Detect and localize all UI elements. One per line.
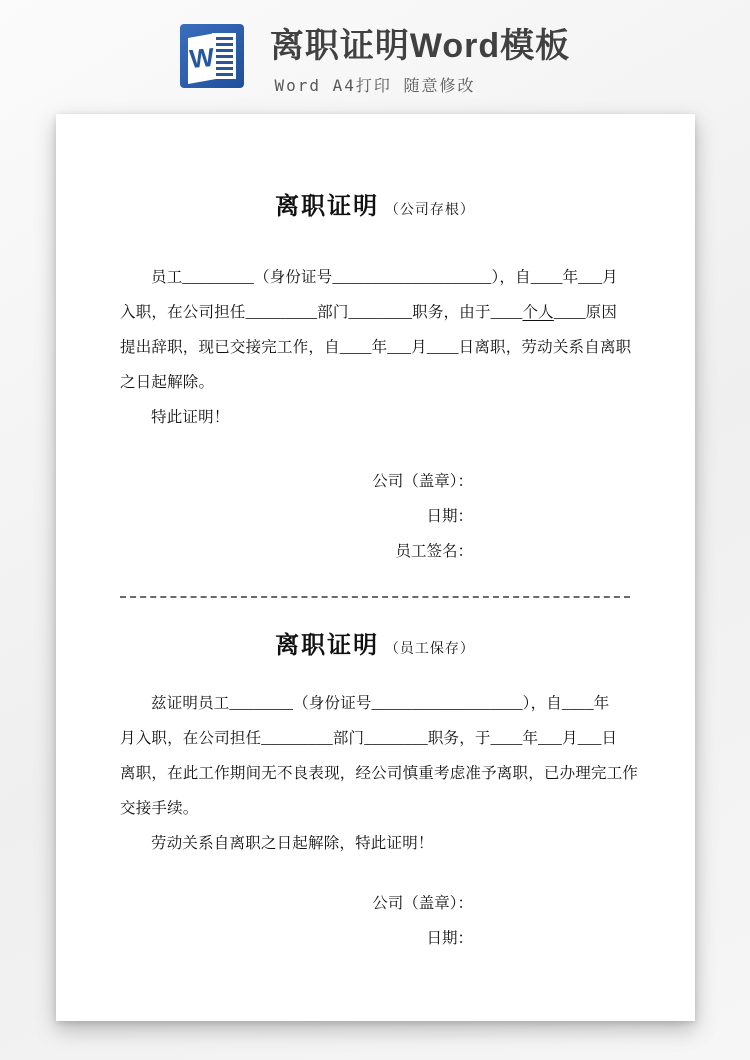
section2-title-text: 离职证明 (275, 633, 380, 659)
doc-line (120, 365, 630, 400)
doc-text: 劳动关系自离职之日起解除，特此证明！ (151, 835, 434, 852)
doc-line (120, 826, 630, 861)
section2-signature-block (120, 886, 630, 956)
doc-text: 员工_________（身份证号____________________），自____年___月 (151, 269, 618, 286)
section1-paragraph (120, 260, 630, 435)
signature-line: 员工签名： (395, 543, 473, 560)
doc-line (120, 330, 630, 365)
doc-line (120, 756, 639, 791)
template-header (0, 0, 750, 110)
section2-paragraph (120, 686, 639, 861)
doc-text: 入职，在公司担任_________部门________职务，由于____ (120, 304, 523, 321)
doc-line (120, 260, 630, 295)
doc-text: 特此证明！ (151, 409, 230, 426)
doc-line (120, 686, 630, 721)
doc-line (120, 721, 630, 756)
signature-line: 公司（盖章）： (372, 473, 473, 490)
doc-line (120, 295, 630, 330)
doc-line (120, 400, 630, 435)
section2-title-note: （员工保存） (384, 642, 475, 657)
section-divider (120, 596, 630, 598)
doc-text: 交接手续。 (120, 800, 199, 817)
template-subtitle: Word A4打印 随意修改 (274, 76, 476, 95)
section1-signature-block (120, 464, 630, 569)
doc-text: 兹证明员工________（身份证号___________________），自____年 (151, 695, 610, 712)
doc-text: 之日起解除。 (120, 374, 215, 391)
doc-text: 离职，在此工作期间无不良表现，经公司慎重考虑准予离职，已办理完工作 (120, 765, 639, 782)
signature-line: 日期： (426, 508, 473, 525)
doc-text: ____原因 (553, 304, 618, 321)
section1-title-text: 离职证明 (275, 194, 380, 220)
document-page (56, 114, 695, 1021)
section2-title (120, 631, 630, 665)
template-title: 离职证明Word模板 (269, 27, 571, 65)
doc-text: 提出辞职，现已交接完工作，自____年___月____日离职，劳动关系自离职 (120, 339, 632, 356)
signature-line: 日期： (426, 930, 473, 947)
signature-line: 公司（盖章）： (372, 895, 473, 912)
document-body (56, 114, 695, 956)
doc-line (120, 791, 630, 826)
doc-text: 月入职，在公司担任_________部门________职务，于____年___月___日 (120, 730, 618, 747)
filled-blank-text: 个人 (522, 304, 554, 321)
section1-title-note: （公司存根） (384, 203, 475, 218)
section1-title (120, 192, 630, 226)
word-logo-letter: W (188, 41, 216, 75)
